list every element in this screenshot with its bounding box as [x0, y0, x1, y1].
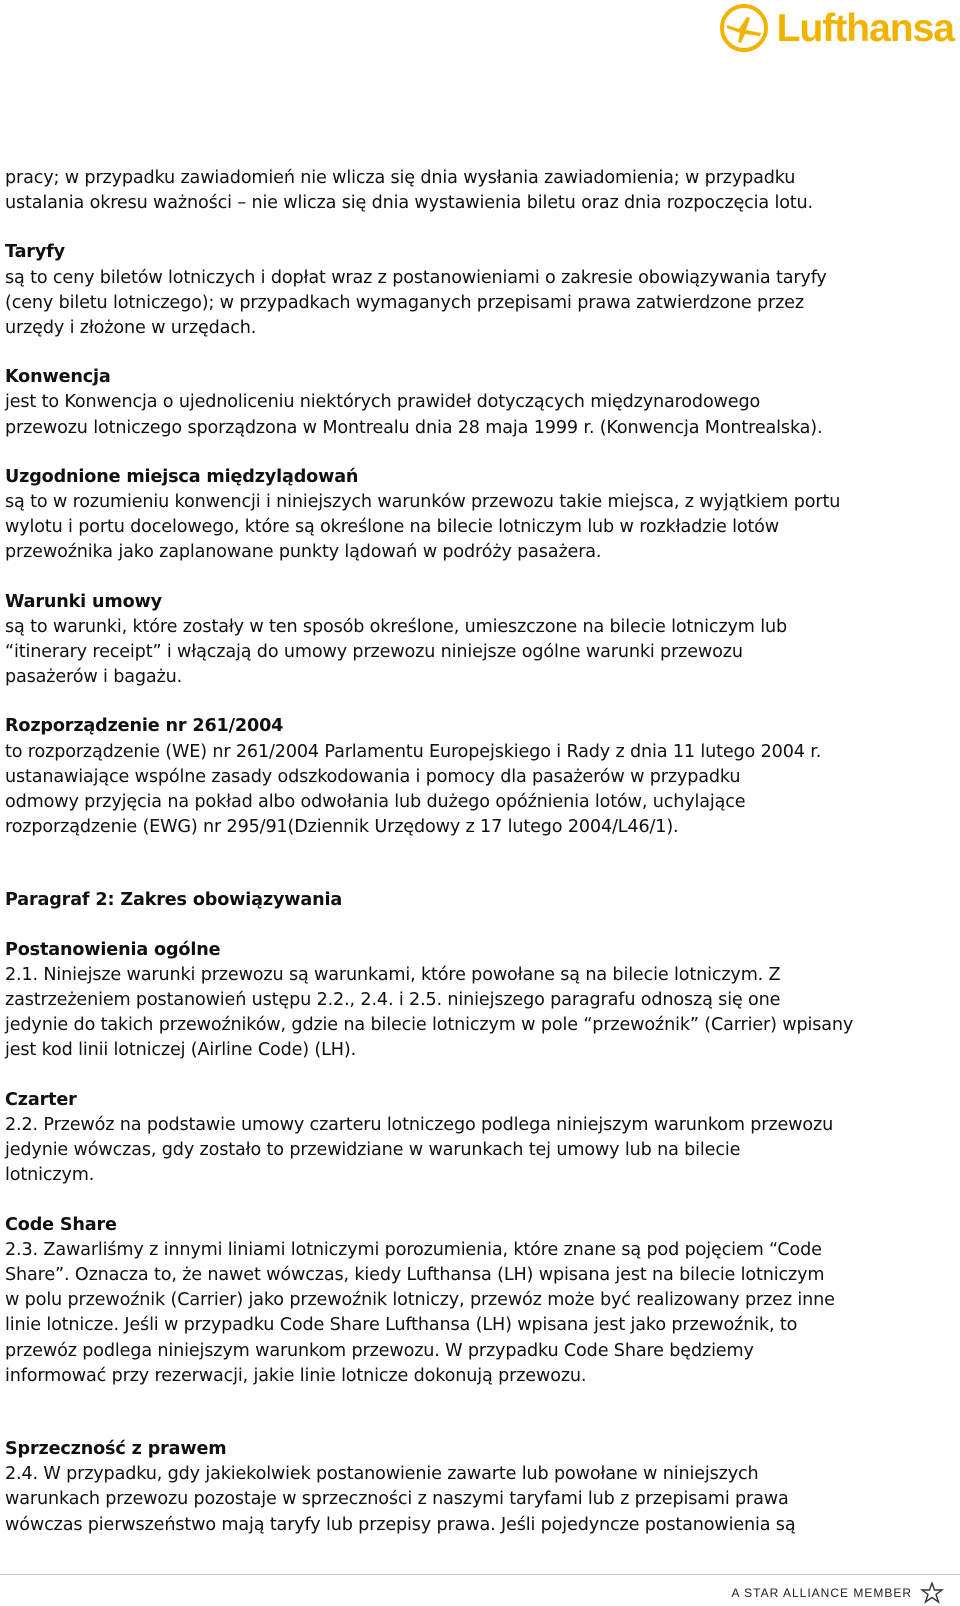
section-body: są to w rozumieniu konwencji i niniejszych warunków przewozu takie miejsca, z wyjątkiem portu wylotu i portu docelowego, które są określone na bilecie lotniczym lub w rozkładzie lotów przewoźnika jako zaplanowane punkty lądowań w podróży pasażera.	[5, 492, 841, 563]
section-heading: Sprzeczność z prawem	[5, 1438, 227, 1459]
footer-text: A STAR ALLIANCE MEMBER	[731, 1586, 912, 1600]
crane-icon	[719, 3, 769, 53]
paragraph-title: Paragraf 2: Zakres obowiązywania	[5, 890, 343, 911]
star-alliance-icon	[918, 1582, 946, 1604]
section-body: są to warunki, które zostały w ten sposób określone, umieszczone na bilecie lotniczym lub “itinerary receipt” i włączają do umowy przewozu niniejsze ogólne warunki przewozu pasażerów i bagażu.	[5, 616, 787, 688]
section-body: 2.2. Przewóz na podstawie umowy czarteru lotniczego podlega niniejszym warunkom przewozu jedynie wówczas, gdy zostało to przewidziane w warunkach tej umowy lub na bilecie lotniczym.	[5, 1114, 834, 1186]
footer	[732, 1582, 947, 1604]
section-heading: Code Share	[5, 1214, 117, 1235]
section-heading: Rozporządzenie nr 261/2004	[5, 716, 284, 737]
document-body	[5, 166, 955, 1538]
footer-divider	[0, 1574, 960, 1575]
section-body: 2.3. Zawarliśmy z innymi liniami lotniczymi porozumienia, które znane są pod pojęciem “Code Share”. Oznacza to, że nawet wówczas, kiedy Lufthansa (LH) wpisana jest na bilecie lotniczym w polu przewoźnik (Carrier) jako przewoźnik lotniczy, przewóz może być realizowany przez inne linie lotnicze. Jeśli w przypadku Code Share Lufthansa (LH) wpisana jest jako przewoźnik, to przewóz podlega niniejszym warunkom przewozu. W przypadku Code Share będziemy informować przy rezerwacji, jakie linie lotnicze dokonują przewozu.	[5, 1239, 835, 1386]
section-heading: Warunki umowy	[5, 591, 162, 612]
section-body: są to ceny biletów lotniczych i dopłat wraz z postanowieniami o zakresie obowiązywania taryfy (ceny biletu lotniczego); w przypadkach wymaganych przepisami prawa zatwierdzone przez urzędy i złożone w urzędach.	[5, 267, 827, 339]
section-heading: Postanowienia ogólne	[5, 939, 221, 960]
section-body: 2.1. Niniejsze warunki przewozu są warunkami, które powołane są na bilecie lotniczym. Z zastrzeżeniem postanowień ustępu 2.2., 2.4. i 2.5. niniejszego paragrafu odnoszą się one jedynie do takich przewoźników, gdzie na bilecie lotniczym w pole “przewoźnik” (Carrier) wpisany jest kod linii lotniczej (Airline Code) (LH).	[5, 964, 854, 1061]
section-heading: Taryfy	[5, 242, 65, 263]
section-body: jest to Konwencja o ujednoliceniu niektórych prawideł dotyczących międzynarodowego przewozu lotniczego sporządzona w Montrealu dnia 28 maja 1999 r. (Konwencja Montrealska).	[5, 392, 823, 438]
brand-logo	[719, 3, 954, 53]
brand-wordmark: Lufthansa	[776, 6, 954, 50]
section-heading: Konwencja	[5, 367, 111, 388]
section-heading: Czarter	[5, 1089, 77, 1110]
section-heading: Uzgodnione miejsca międzylądowań	[5, 466, 359, 487]
section-body: to rozporządzenie (WE) nr 261/2004 Parlamentu Europejskiego i Rady z dnia 11 lutego 2004 r. ustanawiające wspólne zasady odszkodowania i pomocy dla pasażerów w przypadku odmowy przyjęcia na pokład albo odwołania lub dużego opóźnienia lotów, uchylające rozporządzenie (EWG) nr 295/91(Dziennik Urzędowy z 17 lutego 2004/L46/1).	[5, 741, 822, 838]
section-body: pracy; w przypadku zawiadomień nie wlicza się dnia wysłania zawiadomienia; w przypadku ustalania okresu ważności – nie wlicza się dnia wystawienia biletu oraz dnia rozpoczęcia lotu.	[5, 168, 813, 214]
section-body: 2.4. W przypadku, gdy jakiekolwiek postanowienie zawarte lub powołane w niniejszych warunkach przewozu pozostaje w sprzeczności z naszymi taryfami lub z przepisami prawa wówczas pierwszeństwo mają taryfy lub przepisy prawa. Jeśli pojedyncze postanowienia są	[5, 1464, 796, 1535]
